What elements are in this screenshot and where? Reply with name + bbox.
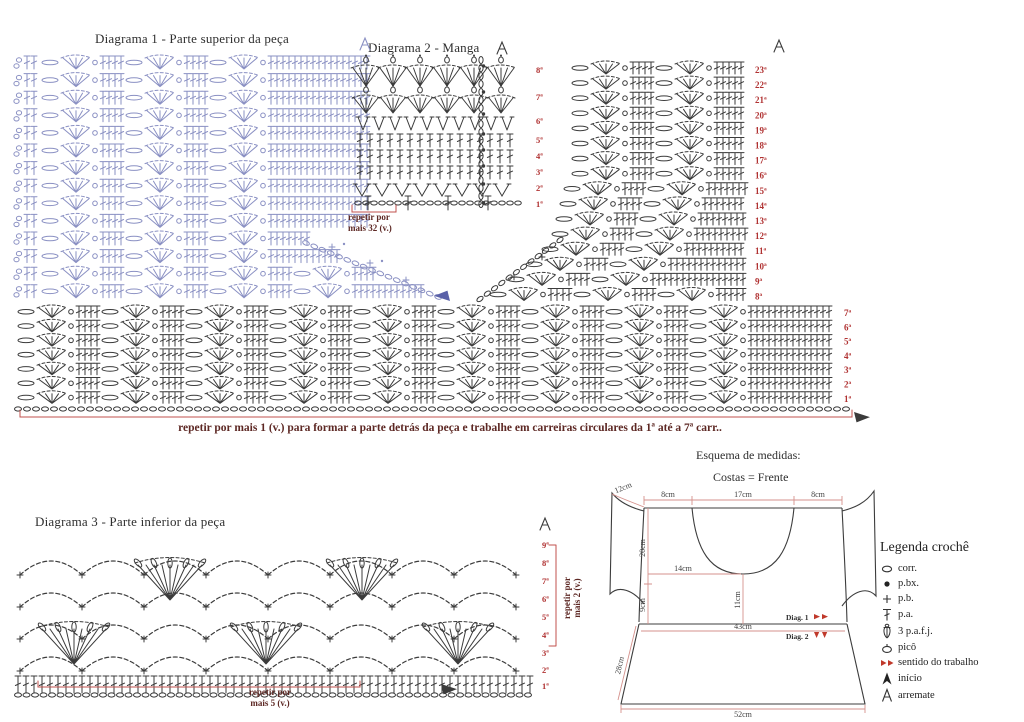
measure-side-under: 9cm bbox=[638, 598, 647, 612]
measure-labels bbox=[613, 480, 826, 719]
neckline-curve bbox=[692, 508, 794, 574]
measure-half-front: 14cm bbox=[674, 564, 692, 573]
svg-text:19ª: 19ª bbox=[755, 125, 767, 136]
svg-text:13ª: 13ª bbox=[755, 216, 767, 226]
svg-text:17ª: 17ª bbox=[755, 155, 767, 166]
svg-text:repetir por: repetir por bbox=[562, 577, 572, 619]
cluster-3dc-icon bbox=[880, 623, 898, 640]
diagram1-title: Diagrama 1 - Parte superior da peça bbox=[95, 31, 289, 46]
svg-text:11ª: 11ª bbox=[755, 246, 767, 257]
svg-text:15ª: 15ª bbox=[755, 185, 767, 196]
finish-icon bbox=[880, 688, 898, 703]
legend-item-single-crochet: p.b. bbox=[880, 591, 1024, 606]
svg-text:18ª: 18ª bbox=[755, 140, 767, 151]
legend-item-picot: picô bbox=[880, 640, 1024, 655]
diagram2-repeat-note bbox=[348, 212, 392, 235]
schematic-subtitle: Costas = Frente bbox=[713, 470, 789, 484]
svg-text:8ª: 8ª bbox=[542, 558, 549, 568]
measure-hem: 52cm bbox=[734, 710, 752, 719]
svg-text:5ª: 5ª bbox=[542, 612, 549, 622]
svg-text:8ª: 8ª bbox=[536, 65, 543, 75]
svg-text:12ª: 12ª bbox=[755, 231, 767, 242]
legend-item-chain: corr. bbox=[880, 561, 1024, 576]
svg-text:mais 2 (v.): mais 2 (v.) bbox=[572, 578, 582, 618]
measure-armhole-depth: 20cm bbox=[638, 539, 647, 557]
svg-text:16ª: 16ª bbox=[755, 170, 767, 181]
svg-text:5ª: 5ª bbox=[844, 336, 852, 347]
svg-text:14ª: 14ª bbox=[755, 200, 767, 211]
double-crochet-icon bbox=[880, 607, 898, 622]
legend-item-cluster: 3 p.a.f.j. bbox=[880, 623, 1024, 640]
svg-text:6ª: 6ª bbox=[542, 594, 549, 604]
repeat-note-line1: repetir por bbox=[348, 212, 390, 222]
measure-shoulder-left: 8cm bbox=[661, 490, 675, 499]
svg-text:10ª: 10ª bbox=[755, 261, 767, 272]
svg-text:7ª: 7ª bbox=[542, 576, 549, 586]
measurement-schematic bbox=[608, 478, 880, 720]
slip-stitch-icon bbox=[880, 577, 898, 591]
svg-text:1ª: 1ª bbox=[536, 199, 543, 209]
start-icon bbox=[880, 671, 898, 686]
measure-skirt-length: 28cm bbox=[613, 655, 626, 676]
legend-item-double-crochet: p.a. bbox=[880, 606, 1024, 623]
svg-text:6ª: 6ª bbox=[844, 322, 852, 333]
diagram3-title: Diagrama 3 - Parte inferior da peça bbox=[35, 514, 226, 529]
measure-yoke-depth: 11cm bbox=[733, 591, 742, 609]
svg-text:1ª: 1ª bbox=[844, 393, 852, 404]
legend bbox=[880, 540, 1024, 704]
svg-text:5ª: 5ª bbox=[536, 135, 543, 145]
svg-text:3ª: 3ª bbox=[542, 648, 549, 658]
svg-text:22ª: 22ª bbox=[755, 80, 767, 91]
svg-text:7ª: 7ª bbox=[844, 308, 852, 318]
chain-icon bbox=[880, 562, 898, 576]
svg-text:7ª: 7ª bbox=[536, 92, 543, 102]
svg-text:2ª: 2ª bbox=[536, 183, 543, 193]
repeat-note-line2: mais 5 (v.) bbox=[250, 698, 290, 709]
repeat-note-line1: repetir por bbox=[249, 687, 291, 697]
single-crochet-icon bbox=[880, 592, 898, 606]
legend-item-start: início bbox=[880, 670, 1024, 687]
diagram2-title: Diagrama 2 - Manga bbox=[368, 40, 480, 55]
svg-text:9ª: 9ª bbox=[755, 276, 763, 287]
schematic-diag2-label: Diag. 2 bbox=[786, 632, 809, 641]
repeat-note-line2: mais 32 (v.) bbox=[348, 223, 392, 234]
legend-item-slip-stitch: p.bx. bbox=[880, 576, 1024, 591]
legend-item-work-direction: sentido do trabalho bbox=[880, 655, 1024, 670]
svg-text:4ª: 4ª bbox=[542, 630, 549, 640]
svg-text:1ª: 1ª bbox=[542, 681, 549, 691]
svg-text:4ª: 4ª bbox=[536, 151, 543, 161]
measure-shoulder-right: 8cm bbox=[811, 490, 825, 499]
skirt-outline bbox=[621, 624, 865, 704]
schematic-diag1-label: Diag. 1 bbox=[786, 613, 809, 622]
svg-text:6ª: 6ª bbox=[536, 116, 543, 126]
diagram1-footnote: repetir por mais 1 (v.) para formar a parte detrás da peça e trabalhe em carreiras circulares da 1ª até a 7ª carr.. bbox=[178, 422, 722, 434]
picot-icon bbox=[880, 641, 898, 655]
legend-title: Legenda crochê bbox=[880, 540, 969, 555]
schematic-title: Esquema de medidas: bbox=[696, 448, 801, 462]
svg-text:23ª: 23ª bbox=[755, 65, 767, 75]
svg-text:4ª: 4ª bbox=[844, 350, 852, 361]
svg-text:21ª: 21ª bbox=[755, 95, 767, 106]
measure-chest: 43cm bbox=[734, 622, 752, 631]
right-sleeve bbox=[842, 491, 876, 606]
svg-text:2ª: 2ª bbox=[844, 379, 852, 390]
svg-text:20ª: 20ª bbox=[755, 110, 767, 121]
legend-item-finish: arremate bbox=[880, 687, 1024, 704]
svg-text:3ª: 3ª bbox=[844, 365, 852, 376]
svg-text:3ª: 3ª bbox=[536, 167, 543, 177]
svg-text:2ª: 2ª bbox=[542, 665, 549, 675]
work-direction-arrows bbox=[814, 614, 828, 638]
diagram3-bottom-repeat-note bbox=[190, 687, 350, 710]
svg-text:8ª: 8ª bbox=[755, 291, 763, 302]
measure-sleeve-top: 12cm bbox=[613, 480, 633, 496]
svg-text:9ª: 9ª bbox=[542, 540, 549, 550]
work-direction-icon bbox=[880, 657, 898, 669]
measure-neck-width: 17cm bbox=[734, 490, 752, 499]
